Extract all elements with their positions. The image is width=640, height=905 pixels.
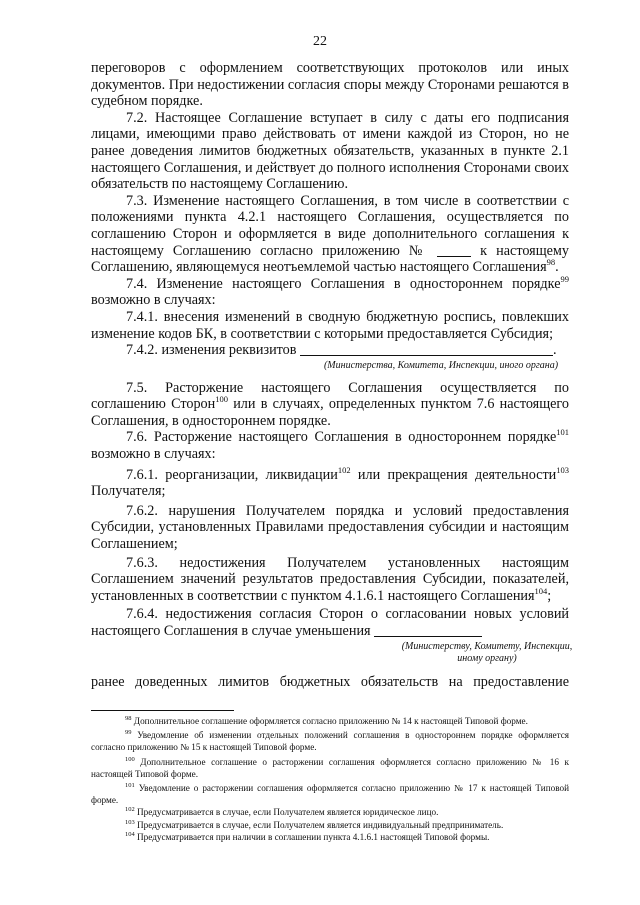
footnotes <box>91 715 569 843</box>
footnote-102 <box>91 806 569 818</box>
paragraph-intro: переговоров с оформлением соответствующих протоколов или иных документов. При недостижении согласия споры между Сторонами решаются в судебном порядке. <box>91 60 569 110</box>
footnote-101 <box>91 782 569 806</box>
paragraph-7-6-3-end: ; <box>547 587 552 604</box>
paragraph-7-6-text2: возможно в случаях: <box>91 446 216 463</box>
footnote-ref-98: 98 <box>546 257 556 268</box>
paragraph-7-6-1 <box>91 464 569 500</box>
paragraph-7-2: 7.2. Настоящее Соглашение вступает в силу с даты его подписания лицами, имеющими право действовать от имени каждой из Сторон, но не ранее доведения лимитов бюджетных обязательств, указанных в пункте 2.1 настоящего Соглашения, и действует до полного исполнения Сторонами своих обязательств по настоящему Соглашению. <box>91 109 569 193</box>
footnote-99 <box>91 729 569 753</box>
paragraph-7-3-end: . <box>555 259 559 276</box>
paragraph-7-4-2-text: 7.4.2. изменения реквизитов <box>126 342 297 359</box>
footnote-number: 100 <box>125 755 135 763</box>
caption-ministry: (Министерства, Комитета, Инспекции, иного органа) <box>323 359 559 371</box>
paragraph-7-5 <box>91 380 569 430</box>
footnote-number: 98 <box>125 715 132 722</box>
footnote-103 <box>91 819 569 831</box>
footnote-text: Дополнительное соглашение о расторжении соглашения оформляется согласно приложению № 16 к настоящей Типовой форме. <box>91 756 569 779</box>
footnote-104 <box>91 831 569 843</box>
paragraph-7-5-text-a: 7.5. Расторжение настоящего Соглашения осуществляется по соглашению Сторон <box>91 379 569 413</box>
footnote-number: 104 <box>125 830 135 838</box>
paragraph-7-5-text-b: или в случаях, определенных пунктом 7.6 настоящего Соглашения, в одностороннем порядке. <box>91 396 569 429</box>
footnote-98 <box>91 715 569 727</box>
footnote-ref-104: 104 <box>534 585 548 596</box>
paragraph-7-4-text: 7.4. Изменение настоящего Соглашения в одностороннем порядке <box>126 275 561 292</box>
requisites-blank <box>300 355 553 356</box>
document-body <box>91 60 573 690</box>
paragraph-7-6-3 <box>91 555 569 605</box>
footnote-text: Уведомление об изменении отдельных положений соглашения в одностороннем порядке оформляется согласно приложению № 15 к настоящей Типовой форме. <box>91 730 570 753</box>
footnote-ref-99: 99 <box>560 273 569 284</box>
paragraph-7-6-4-text: 7.6.4. недостижения согласия Сторон о согласовании новых условий настоящего Соглашения в случае уменьшения <box>91 606 569 639</box>
footnote-number: 101 <box>125 782 135 790</box>
footnote-number: 103 <box>125 818 135 826</box>
footnote-ref-101: 101 <box>556 427 569 438</box>
caption-authority: (Министерству, Комитету, Инспекции, иному органу) <box>401 640 573 664</box>
footnote-text: Дополнительное соглашение оформляется согласно приложению № 14 к настоящей Типовой форме. <box>133 716 528 726</box>
appendix-number-blank <box>437 256 471 257</box>
paragraph-7-6-2: 7.6.2. нарушения Получателем порядка и условий предоставления Субсидии, установленных Правилами предоставления субсидии и настоящим Соглашением; <box>91 502 569 553</box>
paragraph-last: ранее доведенных лимитов бюджетных обязательств на предоставление <box>91 673 569 690</box>
footnote-text: Предусматривается в случае, если Получателем является индивидуальный предприниматель. <box>137 819 504 830</box>
paragraph-7-4 <box>91 273 569 309</box>
paragraph-7-6-4 <box>91 606 569 639</box>
paragraph-7-3-text-a: 7.3. Изменение настоящего Соглашения, в том числе в соответствии с положениями пункта 4.2.1 настоящего Соглашения, осуществляется по соглашению Сторон и оформляется в виде дополнительного соглашения к настоящему Соглашению согласно приложению № <box>91 192 569 259</box>
paragraph-7-6 <box>91 429 569 462</box>
paragraph-7-4-text2: возможно в случаях: <box>91 292 216 309</box>
footnote-number: 99 <box>125 729 132 737</box>
footnote-text: Предусматривается в случае, если Получателем является юридическое лицо. <box>137 807 439 818</box>
paragraph-7-4-1: 7.4.1. внесения изменений в сводную бюджетную роспись, повлекших изменение кодов БК, в соответствии с которыми предоставляется Субсидия; <box>91 308 569 342</box>
paragraph-7-6-text: 7.6. Расторжение настоящего Соглашения в одностороннем порядке <box>126 429 557 446</box>
footnote-ref-100: 100 <box>215 394 228 405</box>
paragraph-7-3 <box>91 193 569 276</box>
footnote-text: Уведомление о расторжении соглашения оформляется согласно приложению № 17 к настоящей Типовой форме. <box>91 783 570 806</box>
footnote-text: Предусматривается при наличии в соглашении пункта 4.1.6.1 настоящей Типовой формы. <box>137 831 490 842</box>
paragraph-7-6-1-text-b: или прекращения деятельности <box>357 466 557 483</box>
paragraph-7-6-1-text-a: 7.6.1. реорганизации, ликвидации <box>126 466 338 483</box>
paragraph-7-4-2-end: . <box>553 342 557 359</box>
page-number: 22 <box>313 34 327 49</box>
authority-blank <box>374 636 482 637</box>
paragraph-7-6-3-text: 7.6.3. недостижения Получателем установленных настоящим Соглашением значений результатов предоставления Субсидии, показателей, установленных в соответствии с пунктом 4.1.6.1 настоящего Соглашения <box>91 554 569 604</box>
paragraph-7-6-1-text-c: Получателя; <box>91 483 166 500</box>
footnote-100 <box>91 756 569 780</box>
footnote-number: 102 <box>125 806 135 814</box>
paragraph-7-4-2 <box>91 342 569 359</box>
paragraph-7-3-text-b: к настоящему Соглашению, являющемуся неотъемлемой частью настоящего Соглашения <box>91 242 569 276</box>
footnote-ref-103: 103 <box>556 464 569 475</box>
footnote-ref-102: 102 <box>337 464 351 475</box>
footnote-separator <box>91 710 234 711</box>
